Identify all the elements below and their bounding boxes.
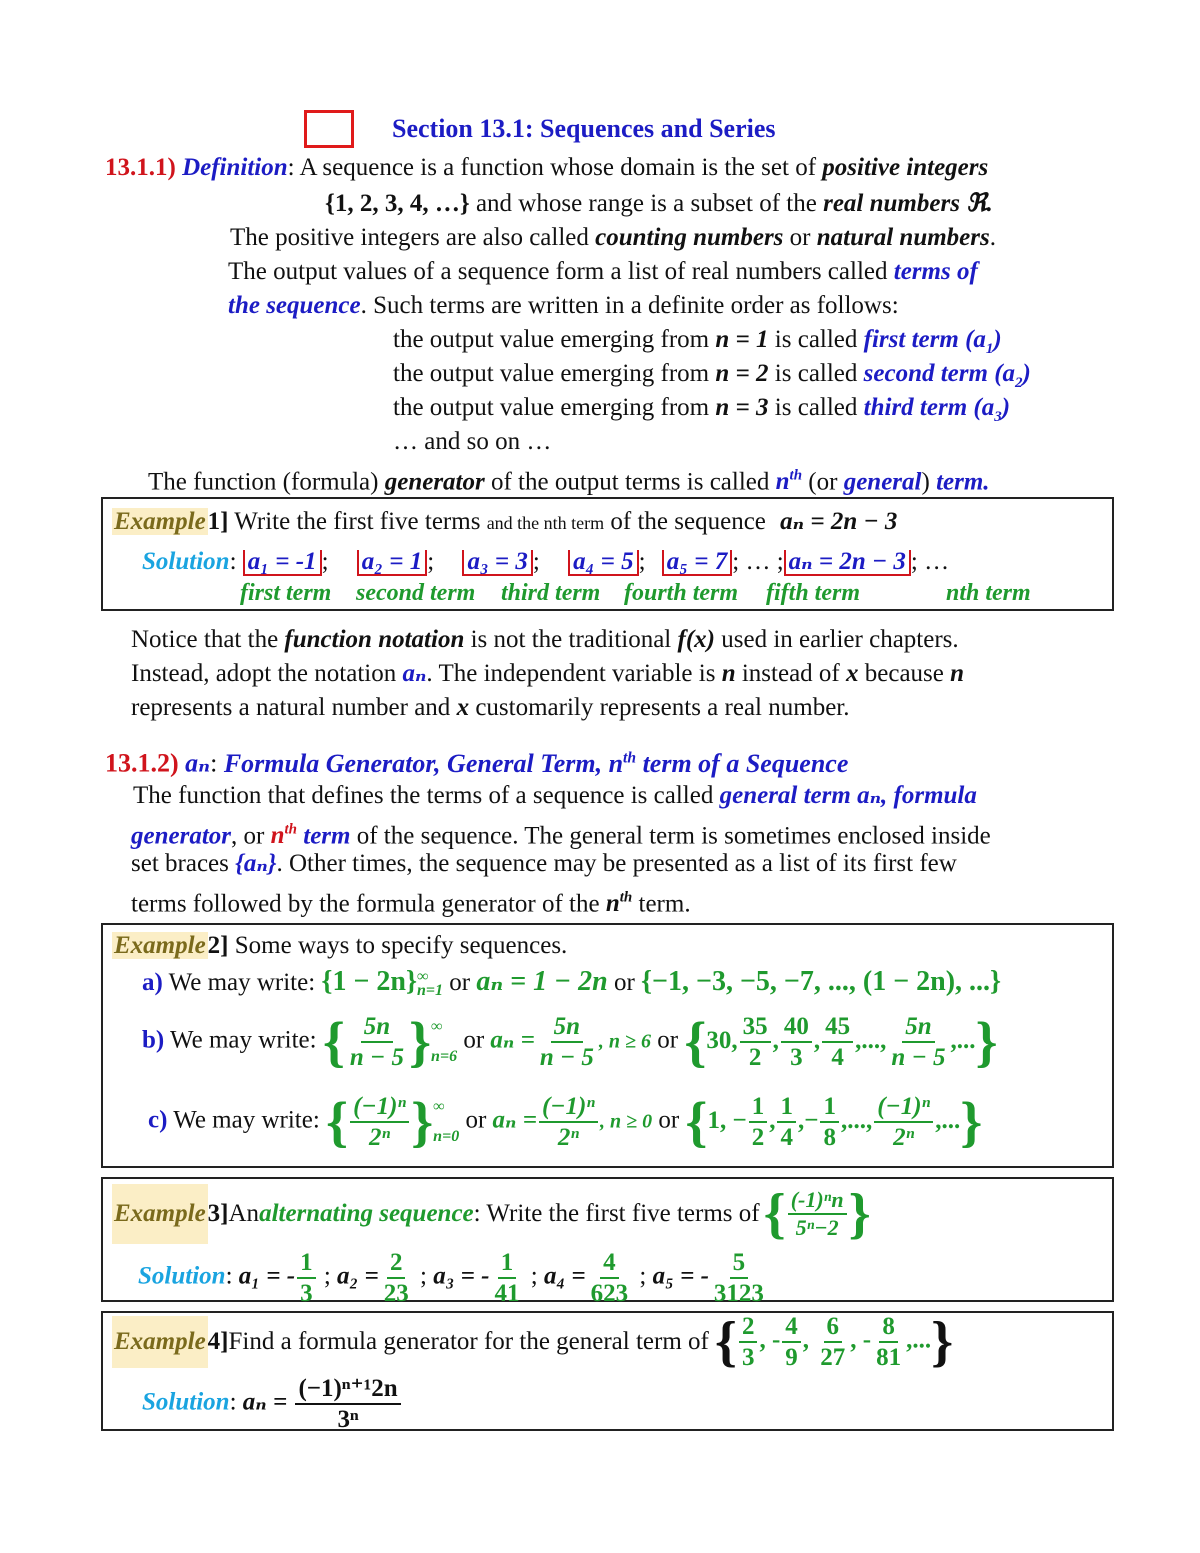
section-2-line-1 [133, 780, 977, 812]
ex3-frac: $\frac{2}{23}$ [383, 1249, 409, 1307]
def-counting: counting numbers [595, 224, 784, 251]
def-real-symbol: ℜ. [966, 190, 993, 217]
def-term: term. [936, 468, 990, 496]
ex-text: or [607, 969, 642, 996]
term-text: is called [768, 394, 864, 421]
ex4-list: { $\frac{2}{3}$ , - $\frac{4}{9}$ , $\frac{6}{27}$ , - $\frac{8}{81}$ ,...} [714, 1311, 954, 1373]
example-1-header [112, 506, 897, 539]
ex1-label-second: second term [356, 580, 476, 606]
solution-label: Solution [142, 1388, 230, 1416]
ex-text: : Write the first five terms of [473, 1200, 760, 1227]
example-4-solution: Solution: aₙ = $\frac{\text{(−1)ⁿ⁺¹2n}}{\text{3ⁿ}}$ [142, 1376, 403, 1432]
notice-an: aₙ [402, 660, 427, 687]
ex1-term: aₙ = 2n − 3 [784, 550, 911, 576]
ex3-frac: $\frac{5}{3123}$ [713, 1249, 764, 1307]
ex-text: or [465, 1106, 493, 1134]
definition-line-4 [228, 256, 978, 288]
section-2-line-3 [131, 848, 957, 880]
notice-fx: f(x) [677, 626, 715, 653]
s2-text: term. [632, 890, 691, 918]
term-text: the output value emerging from [393, 360, 716, 387]
def-text: or [783, 224, 817, 251]
def-text: The positive integers are also called [230, 224, 596, 251]
def-text: of the output terms is called [484, 468, 776, 496]
definition-line-5 [228, 290, 899, 322]
ex2a-limits: ∞ n=1 [417, 968, 444, 1000]
ex2b-set: { $\frac{5n}{n - 5}$ } ∞ n=6 [322, 1011, 458, 1073]
ex-text: or [651, 1026, 685, 1054]
example-4-header [112, 1311, 954, 1373]
s2-nth: $n^{th}$ [270, 822, 297, 850]
s2-general-term: general term aₙ, formula [719, 782, 977, 809]
notice-text: Notice that the [131, 626, 285, 653]
def-text: . Such terms are written in a definite order as follows: [360, 292, 899, 319]
ex2c-frac: $\frac{\text{(−1)ⁿ}}{\text{2ⁿ}}$ [539, 1094, 598, 1150]
ex4-answer: $\frac{\text{(−1)ⁿ⁺¹2n}}{\text{3ⁿ}}$ [295, 1376, 400, 1432]
example-1-solution: Solution: a₁ = -1 ; a₂ = 1 ; a₃ = 3 ; a₄ = 5 ; a₅ = 7 ; … ; aₙ = 2n − 3 ; … [142, 548, 950, 575]
notice-text: Instead, adopt the notation [131, 660, 403, 687]
notice-x: x [846, 660, 859, 687]
ex2c-set: { $\frac{\text{(−1)ⁿ}}{\text{2ⁿ}}$ } ∞ n=0 [326, 1091, 460, 1153]
ex2b-list: {30, $\frac{35}{2}$ , $\frac{40}{3}$ , $\frac{45}{4}$ ,..., $\frac{5n}{n - 5}$ ,...} [684, 1011, 998, 1073]
ex3-sequence: { $\frac{\text{(-1)ⁿn}}{\text{5ⁿ−2}}$ } [763, 1183, 871, 1245]
term-name: third term [863, 394, 968, 421]
ex1-label-fourth: fourth term [624, 580, 739, 606]
ex2b-frac: $\frac{5n}{n - 5}$ [539, 1013, 594, 1071]
ex-text: We may write: [162, 969, 322, 996]
term-symbol: $(a_2)$ [994, 360, 1031, 391]
ex1-label-fifth: fifth term [766, 580, 860, 606]
section-2-heading [105, 742, 848, 780]
part-label: a) [142, 969, 163, 996]
heading-colon: : [210, 748, 224, 778]
term-symbol: $(a_1)$ [965, 326, 1002, 357]
heading-text: Formula Generator, General Term, $n^{th}$ term of a Sequence [223, 748, 849, 778]
ex2a-list: {−1, −3, −5, −7, ..., (1 − 2n), ...} [641, 966, 1002, 997]
ex3-lhs: a₁ = - [238, 1262, 296, 1290]
s2-text: of the sequence. The general term is sometimes enclosed inside [350, 822, 991, 850]
s2-text: terms followed by the formula generator of the [131, 890, 606, 918]
def-text: The function (formula) [148, 468, 385, 496]
ex-text: or [449, 969, 477, 996]
notice-text: customarily represents a real number. [469, 694, 850, 721]
ex3-alternating: alternating sequence [259, 1200, 474, 1227]
section-2-line-2 [131, 814, 991, 852]
ex-text: or [463, 1026, 491, 1054]
ex3-frac: $\frac{4}{623}$ [590, 1249, 629, 1307]
ex1-term: a₂ = 1 [357, 550, 427, 576]
def-positive-integers: positive integers [822, 154, 989, 181]
ex-text: We may write: [167, 1106, 327, 1134]
def-terms-of: terms of [893, 258, 978, 285]
ex-text: or [652, 1106, 686, 1134]
ex1-term: a₃ = 3 [462, 550, 532, 576]
ex1-term: a₄ = 5 [568, 550, 638, 576]
ex-an-eq: aₙ = [490, 1026, 535, 1054]
notice-n: n [721, 660, 736, 687]
term-symbol: $(a_3)$ [973, 394, 1011, 425]
def-general: general [843, 468, 922, 496]
def-text: : A sequence is a function whose domain is the set of [287, 154, 823, 181]
notice-text: . The independent variable is [426, 660, 722, 687]
s2-text: set braces [131, 850, 236, 877]
notice-text: represents a natural number and [131, 694, 457, 721]
term-row-4: … and so on … [393, 428, 552, 455]
example-number: 3] [207, 1200, 229, 1227]
notice-line-2 [131, 658, 964, 690]
s2-set-an: {aₙ} [235, 850, 277, 877]
term-text: the output value emerging from [393, 394, 716, 421]
example-label: Example [112, 1184, 208, 1244]
ex-text: We may write: [164, 1026, 323, 1054]
example-label: Example [114, 508, 206, 535]
term-text: is called [768, 326, 864, 353]
definition-line-6 [148, 460, 990, 498]
ex1-label-nth: nth term [946, 580, 1031, 606]
def-text: and whose range is a subset of the [469, 190, 824, 217]
example-number: 2] [207, 932, 229, 959]
def-real-numbers: real numbers [823, 190, 960, 217]
example-2-header [112, 930, 567, 962]
definition-line-3 [230, 222, 996, 254]
ex1-label-third: third term [501, 580, 601, 606]
def-set: {1, 2, 3, 4, …} [325, 190, 470, 217]
s2-generator: generator [131, 822, 231, 850]
notice-x: x [456, 694, 470, 721]
term-n: n = 2 [715, 360, 769, 387]
term-name: second term [863, 360, 988, 387]
term-text: the output value emerging from [393, 326, 716, 353]
term-n: n = 1 [715, 326, 769, 353]
section-2-line-4 [131, 882, 691, 920]
ex1-label-first: first term [240, 580, 332, 606]
def-text: The output values of a sequence form a list of real numbers called [228, 258, 894, 285]
ex3-frac: $\frac{1}{3}$ [297, 1250, 316, 1306]
ex1-term: a₁ = -1 [243, 550, 322, 576]
s2-nth: $n^{th}$ [605, 890, 633, 918]
notice-n: n [950, 660, 965, 687]
ex2a-formula: aₙ = 1 − 2n [476, 966, 608, 997]
ex1-term: a₅ = 7 [662, 550, 732, 576]
def-the-sequence: the sequence [228, 292, 361, 319]
term-text: is called [768, 360, 864, 387]
def-text: (or [802, 468, 844, 496]
s2-text: . Other times, the sequence may be presented as a list of its first few [276, 850, 957, 877]
heading-an: aₙ [185, 748, 211, 778]
definition-line-2 [325, 188, 993, 220]
def-text: . [989, 224, 996, 251]
notice-text: is not the traditional [464, 626, 678, 653]
part-label: c) [148, 1106, 168, 1134]
page-title: Section 13.1: Sequences and Series [392, 114, 776, 143]
example-2b [142, 1011, 998, 1073]
ex2b-cond: , n ≥ 6 [598, 1030, 652, 1053]
notice-line-1 [131, 624, 959, 656]
def-generator: generator [384, 468, 485, 496]
notice-text: because [858, 660, 951, 687]
ex-text: of the sequence [604, 508, 773, 535]
example-label: Example [112, 1316, 208, 1368]
example-2c [148, 1091, 983, 1153]
ex2c-cond: , n ≥ 0 [599, 1110, 653, 1133]
s2-text: , or [231, 822, 271, 850]
example-label: Example [114, 932, 206, 959]
example-2a [142, 966, 1001, 999]
ex3-lhs: a₃ = - [433, 1262, 490, 1290]
section-number: 13.1.2) [105, 748, 179, 778]
ex3-frac: $\frac{1}{41}$ [494, 1249, 520, 1307]
ex3-lhs: a₅ = - [652, 1262, 709, 1290]
ex-text: An [228, 1200, 260, 1227]
solution-label: Solution [142, 548, 230, 575]
ex-an-eq: aₙ = [492, 1106, 537, 1134]
s2-term: term [297, 822, 351, 850]
ex-text: Write the first five terms [228, 508, 487, 535]
ex2c-list: {1, − $\frac{1}{2}$ , $\frac{1}{4}$ ,− $\frac{1}{8}$ ,..., $\frac{\text{(−1)ⁿ}}{\text{2ⁿ}}$ ,...} [685, 1091, 983, 1153]
notice-text: instead of [735, 660, 846, 687]
ex-text: Some ways to specify sequences. [228, 932, 568, 959]
ex3-lhs: a₂ = [337, 1262, 379, 1290]
def-text: ) [921, 468, 937, 496]
part-label: b) [142, 1026, 165, 1054]
ex4-lhs: aₙ = [242, 1388, 288, 1416]
ex-text-small: and the nth term [486, 513, 605, 533]
example-number: 4] [207, 1328, 229, 1355]
term-n: n = 3 [715, 394, 769, 421]
definition-line-1 [105, 152, 988, 184]
ex-formula: aₙ = 2n − 3 [780, 508, 898, 535]
solution-label: Solution [138, 1262, 226, 1290]
def-nth: $n^{th}$ [775, 468, 803, 496]
section-number: 13.1.1) [105, 154, 176, 181]
def-natural: natural numbers [816, 224, 990, 251]
example-3-header [112, 1184, 871, 1244]
notice-func: function notation [284, 626, 465, 653]
example-number: 1] [207, 508, 229, 535]
definition-heading: Definition [182, 154, 288, 181]
notice-text: used in earlier chapters. [715, 626, 959, 653]
ex3-lhs: a₄ = [543, 1262, 586, 1290]
example-3-solution: Solution: a₁ = - $\frac{1}{3}$ ; a₂ = $\frac{2}{23}$ ; a₃ = - $\frac{1}{41}$ ; a₄ = $\frac{4}{623}$ ; a₅ = - $\frac{5}{3123}$ [138, 1250, 769, 1306]
term-name: first term [863, 326, 959, 353]
ex2a-set: {1 − 2n} [321, 966, 418, 997]
notice-line-3 [131, 692, 849, 724]
s2-text: The function that defines the terms of a sequence is called [133, 782, 720, 809]
red-marker-box [304, 110, 354, 148]
ex-text: Find a formula generator for the general term of [228, 1328, 709, 1355]
